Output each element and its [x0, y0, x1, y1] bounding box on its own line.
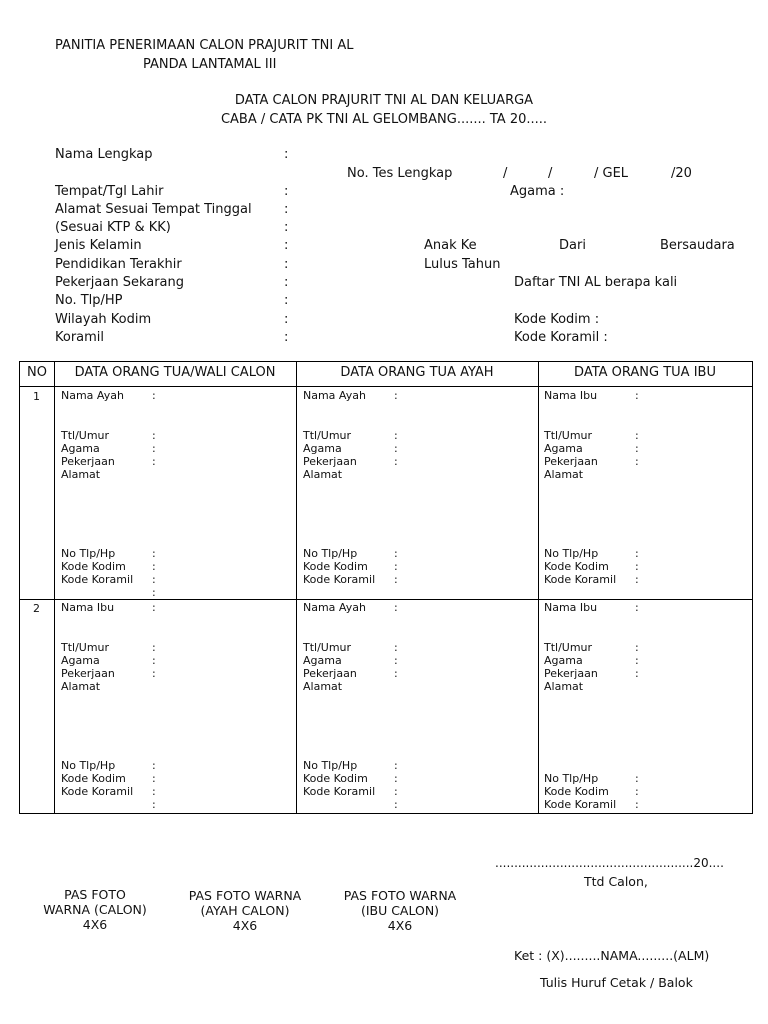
field-label-wilayah-kodim: Wilayah Kodim — [55, 312, 152, 327]
title-line-1: DATA CALON PRAJURIT TNI AL DAN KELUARGA — [234, 93, 534, 108]
header-wali: DATA ORANG TUA/WALI CALON — [74, 365, 276, 380]
photo-box-ayah — [170, 888, 320, 933]
field-label-alamat: Alamat Sesuai Tempat Tinggal — [55, 202, 252, 217]
photo-label: PAS FOTO — [64, 887, 126, 902]
field-label-jenis-kelamin: Jenis Kelamin — [55, 238, 142, 253]
field-label-nama: Nama Lengkap — [55, 147, 153, 162]
colon: : — [284, 275, 289, 290]
kode-koramil-label: Kode Koramil : — [514, 330, 608, 345]
field-label-ttl: Tempat/Tgl Lahir — [55, 184, 164, 199]
parent-data-table: NO DATA ORANG TUA/WALI CALON DATA ORANG TUA AYAH DATA ORANG TUA IBU 1 2 Nama Ayah : Ttl/Umur : Agama : Pekerjaan : Alamat No Tlp/Hp : Kode Kodim : Kode Koramil : : Nama Ayah : Ttl/Umur : Agama : Pekerjaan : Alamat No Tlp/Hp : Kode Kodim : Kode Koramil : Nama Ibu : Ttl/Umur : Agama : Pekerjaan : Alamat No Tlp/Hp : Kode Kodim : Kode Koramil : Nama Ibu : Ttl/Umur : Agama : Pekerjaan : Alamat No Tlp/Hp : Kode Kodim : Kode Koramil : : Nama Ayah : Ttl/Umur : Agama : Pekerjaan : Alamat No Tlp/Hp : Kode Kodim : Kode Koramil : : Nama Ibu : Ttl/Umur : Agama : Pekerjaan : Alamat No Tlp/Hp : Kode Kodim : Kode Koramil : — [19, 361, 753, 814]
colon: : — [284, 257, 289, 272]
photo-label: PAS FOTO WARNA — [188, 888, 302, 903]
title-line-2: CABA / CATA PK TNI AL GELOMBANG....... TA 20..... — [220, 112, 548, 127]
kode-kodim-label: Kode Kodim : — [514, 312, 600, 327]
header-ibu: DATA ORANG TUA IBU — [574, 365, 716, 380]
row-number: 1 — [33, 390, 40, 403]
agama-label: Agama : — [510, 184, 565, 199]
year-suffix: /20 — [671, 166, 692, 181]
slash: / — [548, 166, 553, 181]
slash: / — [503, 166, 508, 181]
ket-note: Ket : (X).........NAMA.........(ALM) — [514, 948, 710, 963]
colon: : — [284, 330, 289, 345]
org-line-2: PANDA LANTAMAL III — [143, 57, 277, 72]
colon: : — [284, 293, 289, 308]
header-ayah: DATA ORANG TUA AYAH — [340, 365, 494, 380]
header-no: NO — [27, 365, 47, 380]
row-number: 2 — [33, 602, 40, 615]
photo-label: WARNA (CALON) — [43, 902, 147, 917]
photo-size: 4X6 — [232, 918, 258, 933]
bersaudara-label: Bersaudara — [660, 238, 735, 253]
field-label-koramil: Koramil — [55, 330, 105, 345]
colon: : — [284, 147, 289, 162]
dari-label: Dari — [559, 238, 586, 253]
photo-size: 4X6 — [82, 917, 108, 932]
colon: : — [284, 238, 289, 253]
field-label-ktp: (Sesuai KTP & KK) — [55, 220, 171, 235]
daftar-label: Daftar TNI AL berapa kali — [514, 275, 678, 290]
photo-size: 4X6 — [387, 918, 413, 933]
field-label-pendidikan: Pendidikan Terakhir — [55, 257, 182, 272]
colon: : — [284, 202, 289, 217]
photo-label: PAS FOTO WARNA — [343, 888, 457, 903]
date-line: ....................................................20.... — [495, 856, 724, 870]
colon: : — [284, 220, 289, 235]
photo-box-ibu — [325, 888, 475, 933]
table-divider — [54, 362, 55, 813]
field-label-pekerjaan: Pekerjaan Sekarang — [55, 275, 185, 290]
table-divider — [20, 599, 752, 600]
gel-label: / GEL — [594, 166, 629, 181]
table-divider — [296, 362, 297, 813]
org-line-1: PANITIA PENERIMAAN CALON PRAJURIT TNI AL — [55, 38, 354, 53]
table-divider — [20, 386, 752, 387]
table-divider — [538, 362, 539, 813]
lulus-tahun-label: Lulus Tahun — [424, 257, 501, 272]
no-tes-label: No. Tes Lengkap — [347, 166, 453, 181]
photo-label: (IBU CALON) — [360, 903, 440, 918]
colon: : — [284, 312, 289, 327]
tulis-note: Tulis Huruf Cetak / Balok — [540, 975, 693, 990]
colon: : — [284, 184, 289, 199]
ttd-calon: Ttd Calon, — [584, 874, 648, 889]
field-label-tlp: No. Tlp/HP — [55, 293, 123, 308]
photo-label: (AYAH CALON) — [200, 903, 290, 918]
anak-ke-label: Anak Ke — [424, 238, 477, 253]
photo-box-calon — [20, 887, 170, 932]
